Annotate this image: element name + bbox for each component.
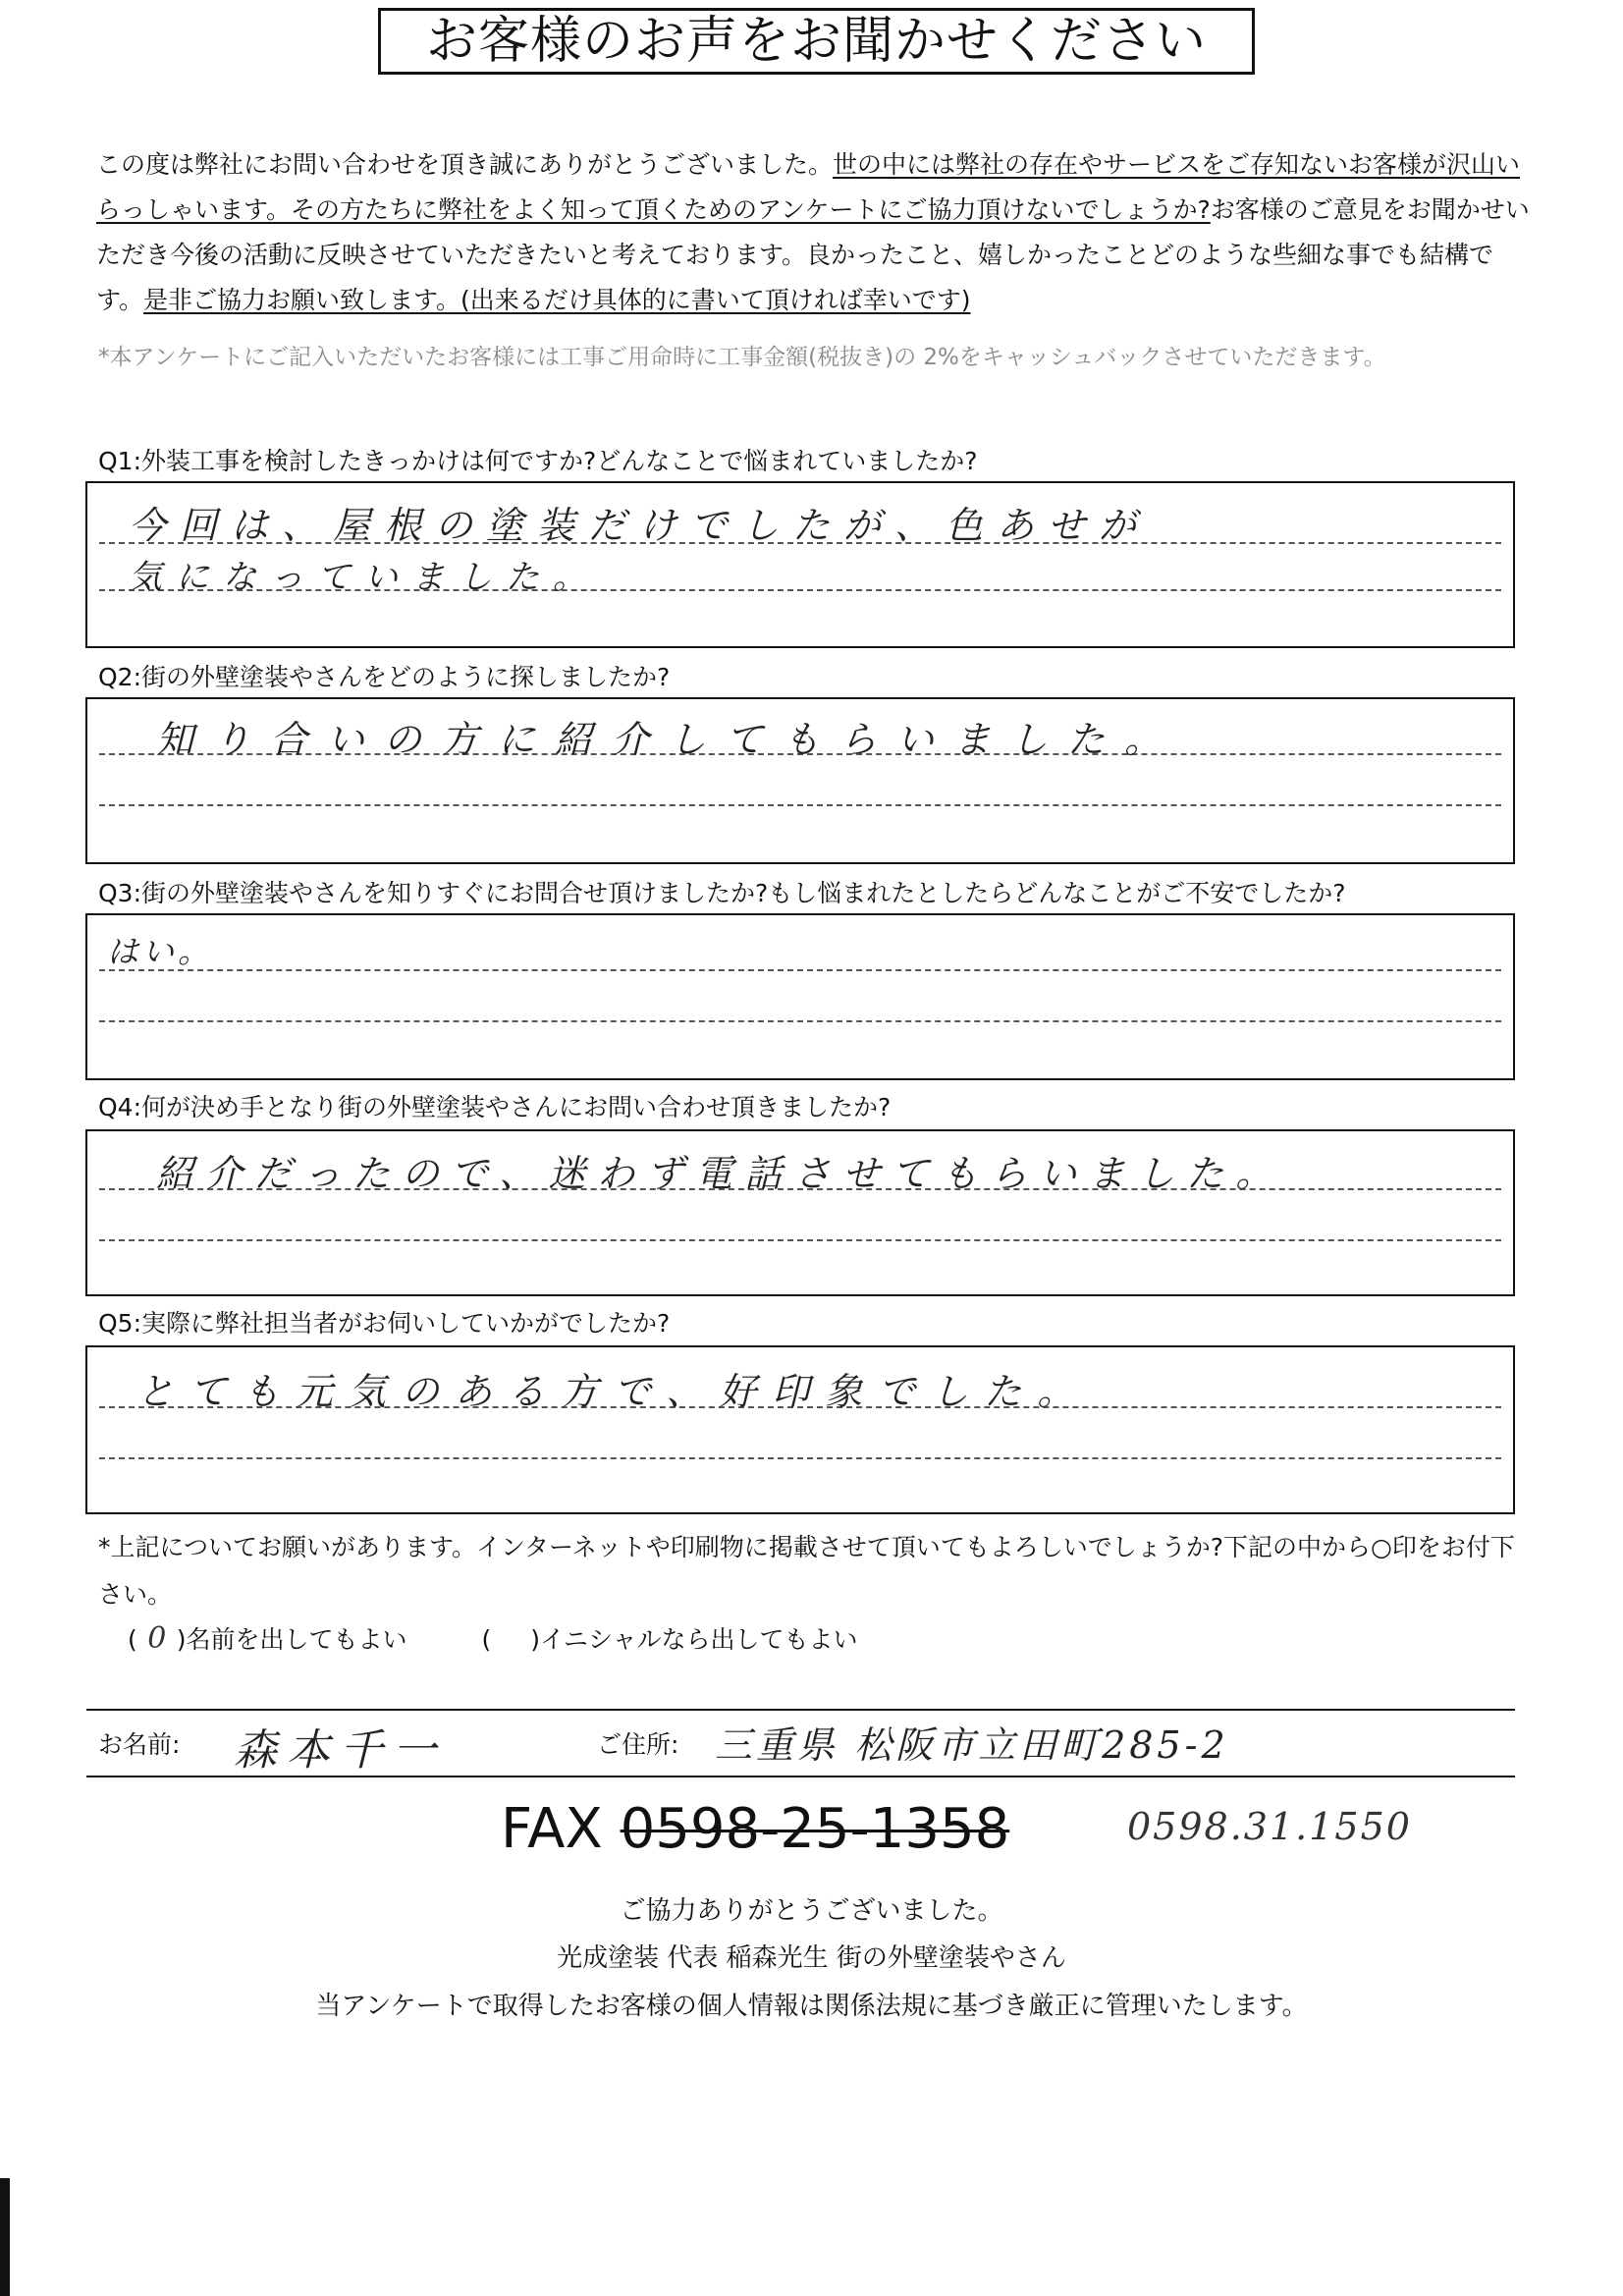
answer-line: [99, 804, 1501, 806]
footer-privacy: 当アンケートで取得したお客様の個人情報は関係法規に基づき厳正に管理いたします。: [315, 1992, 1308, 2021]
option-name-ok-label: )名前を出してもよい: [176, 1625, 407, 1654]
name-field[interactable]: 森本千一: [234, 1725, 446, 1776]
option-initials-ok[interactable]: [481, 1625, 857, 1654]
question-2-answer-line-1: 知り合いの方に紹介してもらいました。: [156, 718, 1182, 761]
fax-label: FAX: [501, 1797, 603, 1861]
question-3-answer-box[interactable]: [85, 913, 1515, 1080]
question-1-label: Q1:外装工事を検討したきっかけは何ですか?どんなことで悩まれていましたか?: [98, 447, 978, 475]
intro-text-4: 是非ご協力お願い致します。(出来るだけ具体的に書いて頂ければ幸いです): [143, 286, 971, 314]
intro-text-1: この度は弊社にお問い合わせを頂き誠にありがとうございました。: [96, 150, 834, 179]
answer-line: [99, 969, 1501, 971]
address-label: ご住所:: [597, 1730, 679, 1759]
option-name-ok-mark: 0: [147, 1621, 167, 1656]
intro-text-3: お客様のご意見をお聞かせいただき今後の活動に反映させていただきたいと考えております。良かったこと、嬉しかったことどのような些細な事でも結構です。: [96, 195, 1530, 314]
customer-info-box: [86, 1709, 1515, 1777]
page-title: お客様のお声をお聞かせください: [378, 8, 1255, 75]
question-5-answer-line-1: とても元気のある方で、好印象でした。: [136, 1370, 1091, 1413]
answer-line: [99, 1020, 1501, 1022]
footer-thanks: ご協力ありがとうございました。: [620, 1896, 1003, 1926]
fax-line: [501, 1797, 1009, 1861]
scan-edge-mark: [0, 2178, 10, 2296]
option-name-ok[interactable]: [128, 1621, 407, 1656]
intro-text-2: 世の中には弊社の存在やサービスをご存知ないお客様が沢山いらっしゃいます。その方たちに弊社をよく知って頂くためのアンケートにご協力頂けないでしょうか?: [96, 150, 1521, 224]
open-paren: (: [481, 1625, 492, 1654]
question-2-label: Q2:街の外壁塗装やさんをどのように探しましたか?: [98, 663, 671, 691]
question-3-label: Q3:街の外壁塗装やさんを知りすぐにお問合せ頂けましたか?もし悩まれたとしたらどんなことがご不安でしたか?: [98, 879, 1346, 907]
publication-consent-text: *上記についてお願いがあります。インターネットや印刷物に掲載させて頂いてもよろしいでしょうか?下記の中から○印をお付下さい。: [98, 1533, 1515, 1609]
open-paren: (: [128, 1625, 137, 1654]
answer-line: [99, 1239, 1501, 1241]
intro-paragraph: [96, 142, 1535, 323]
footer-company: 光成塗装 代表 稲森光生 街の外壁塗装やさん: [557, 1943, 1066, 1973]
option-initials-ok-label: )イニシャルなら出してもよい: [530, 1625, 858, 1654]
fax-old-number: 0598-25-1358: [620, 1797, 1010, 1861]
question-4-answer-line-1: 紹介だったので、迷わず電話させてもらいました。: [156, 1152, 1285, 1195]
question-3-answer-line-1: はい。: [107, 933, 214, 970]
answer-line: [99, 1457, 1501, 1459]
question-1-answer-line-2: 気になっていました。: [129, 558, 600, 597]
cashback-note: *本アンケートにご記入いただいたお客様には工事ご用命時に工事金額(税抜き)の 2%をキャッシュバックさせていただきます。: [98, 345, 1386, 370]
fax-new-number: 0598.31.1550: [1127, 1805, 1412, 1848]
question-5-label: Q5:実際に弊社担当者がお伺いしていかがでしたか?: [98, 1309, 671, 1338]
question-4-answer-box[interactable]: [85, 1129, 1515, 1296]
question-4-label: Q4:何が決め手となり街の外壁塗装やさんにお問い合わせ頂きましたか?: [98, 1093, 892, 1121]
name-label: お名前:: [98, 1730, 181, 1759]
consent-options: [128, 1620, 857, 1656]
address-field[interactable]: 三重県 松阪市立田町285-2: [715, 1723, 1229, 1767]
question-2-answer-box[interactable]: [85, 697, 1515, 864]
question-1-answer-box[interactable]: [85, 481, 1515, 648]
question-1-answer-line-1: 今回は、屋根の塗装だけでしたが、色あせが: [129, 504, 1151, 547]
question-5-answer-box[interactable]: [85, 1345, 1515, 1514]
